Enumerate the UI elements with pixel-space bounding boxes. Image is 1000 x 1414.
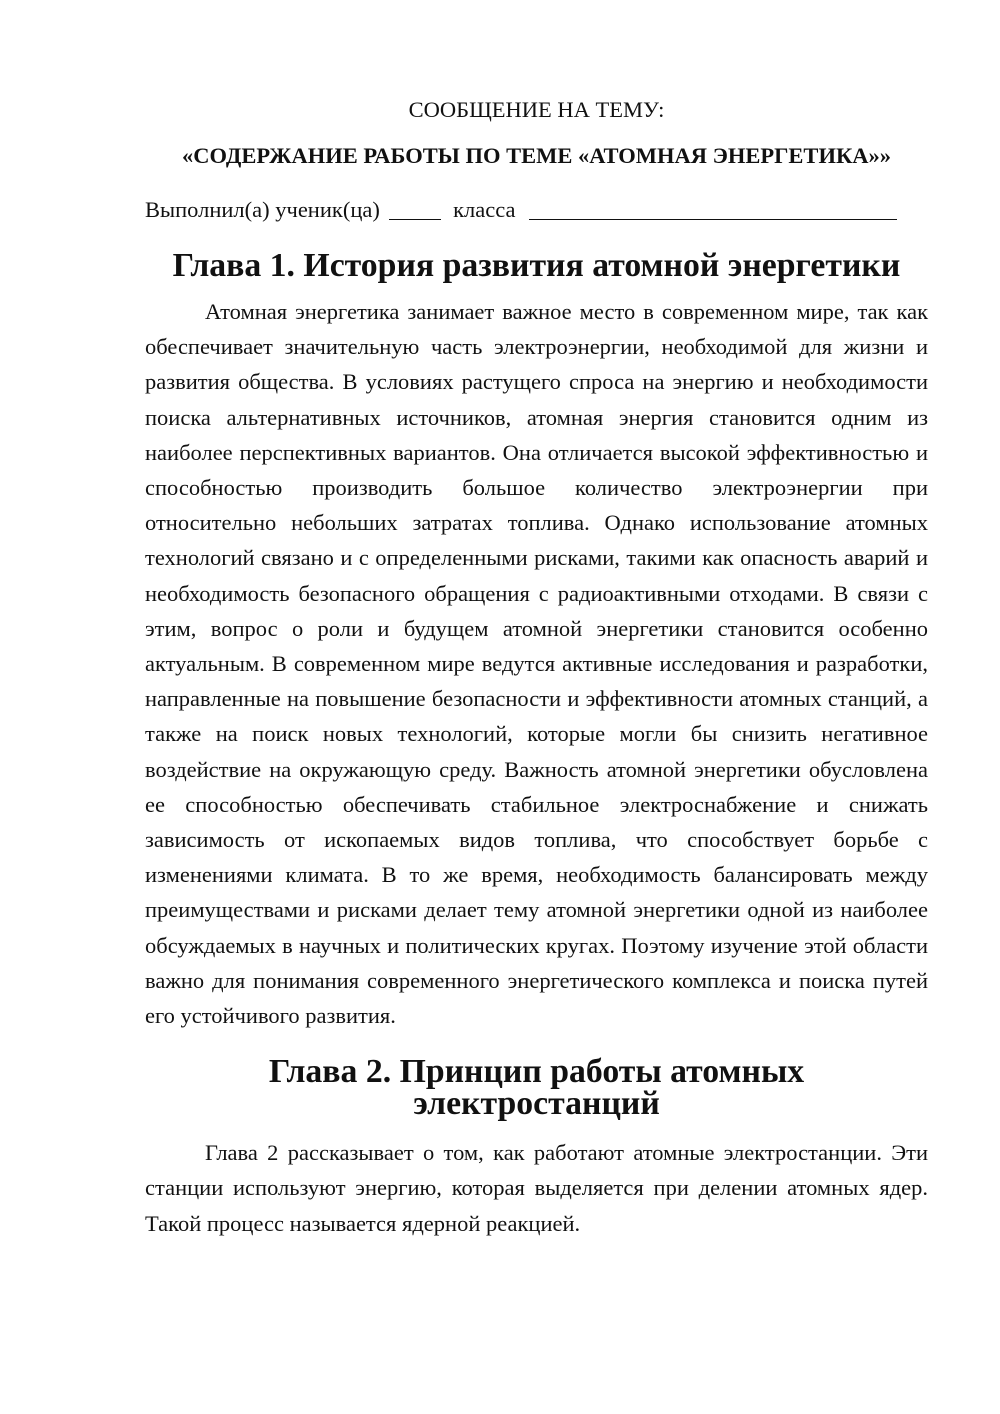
chapter2-title: Глава 2. Принцип работы атомных электростанций [268,1053,805,1123]
author-prefix: Выполнил(а) ученик(ца) [145,197,380,222]
class-number-blank [389,197,441,220]
chapter1-title: Глава 1. История развития атомной энергетики [172,247,901,284]
author-class-word: класса [453,197,516,222]
chapter2-paragraph: Глава 2 рассказывает о том, как работают атомные электростанции. Эти станции используют энергию, которая выделяется при делении атомных ядер. Такой процесс называется ядерной реакцией. [145,1140,928,1236]
chapter1-paragraph: Атомная энергетика занимает важное место в современном мире, так как обеспечивает значительную часть электроэнергии, необходимой для жизни и развития общества. В условиях растущего спроса на энергию и необходимости поиска альтернативных источников, атомная энергия становится одним из наиболее перспективных вариантов. Она отличается высокой эффективностью и способностью производить большое количество электроэнергии при относительно небольших затратах топлива. Однако использование атомных технологий связано и с определенными рисками, такими как опасность аварий и необходимость безопасного обращения с радиоактивными отходами. В связи с этим, вопрос о роли и будущем атомной энергетики становится особенно актуальным. В современном мире ведутся активные исследования и разработки, направленные на повышение безопасности и эффективности атомных станций, а также на поиск новых технологий, которые могли бы снизить негативное воздействие на окружающую среду. Важность атомной энергетики обусловлена ее способностью обеспечивать стабильное электроснабжение и снижать зависимость от ископаемых видов топлива, что способствует борьбе с изменениями климата. В то же время, необходимость балансировать между преимуществами и рисками делает тему атомной энергетики одной из наиболее обсуждаемых в научных и политических кругах. Поэтому изучение этой области важно для понимания современного энергетического комплекса и поиска путей его устойчивого развития. [145,299,928,1029]
document-heading-line1: СООБЩЕНИЕ НА ТЕМУ: [408,97,665,122]
student-name-blank [529,197,897,220]
document-heading-topic: «СОДЕРЖАНИЕ РАБОТЫ ПО ТЕМЕ «АТОМНАЯ ЭНЕРГЕТИКА»» [181,143,892,168]
document-page [145,90,928,1241]
author-line [145,194,928,226]
